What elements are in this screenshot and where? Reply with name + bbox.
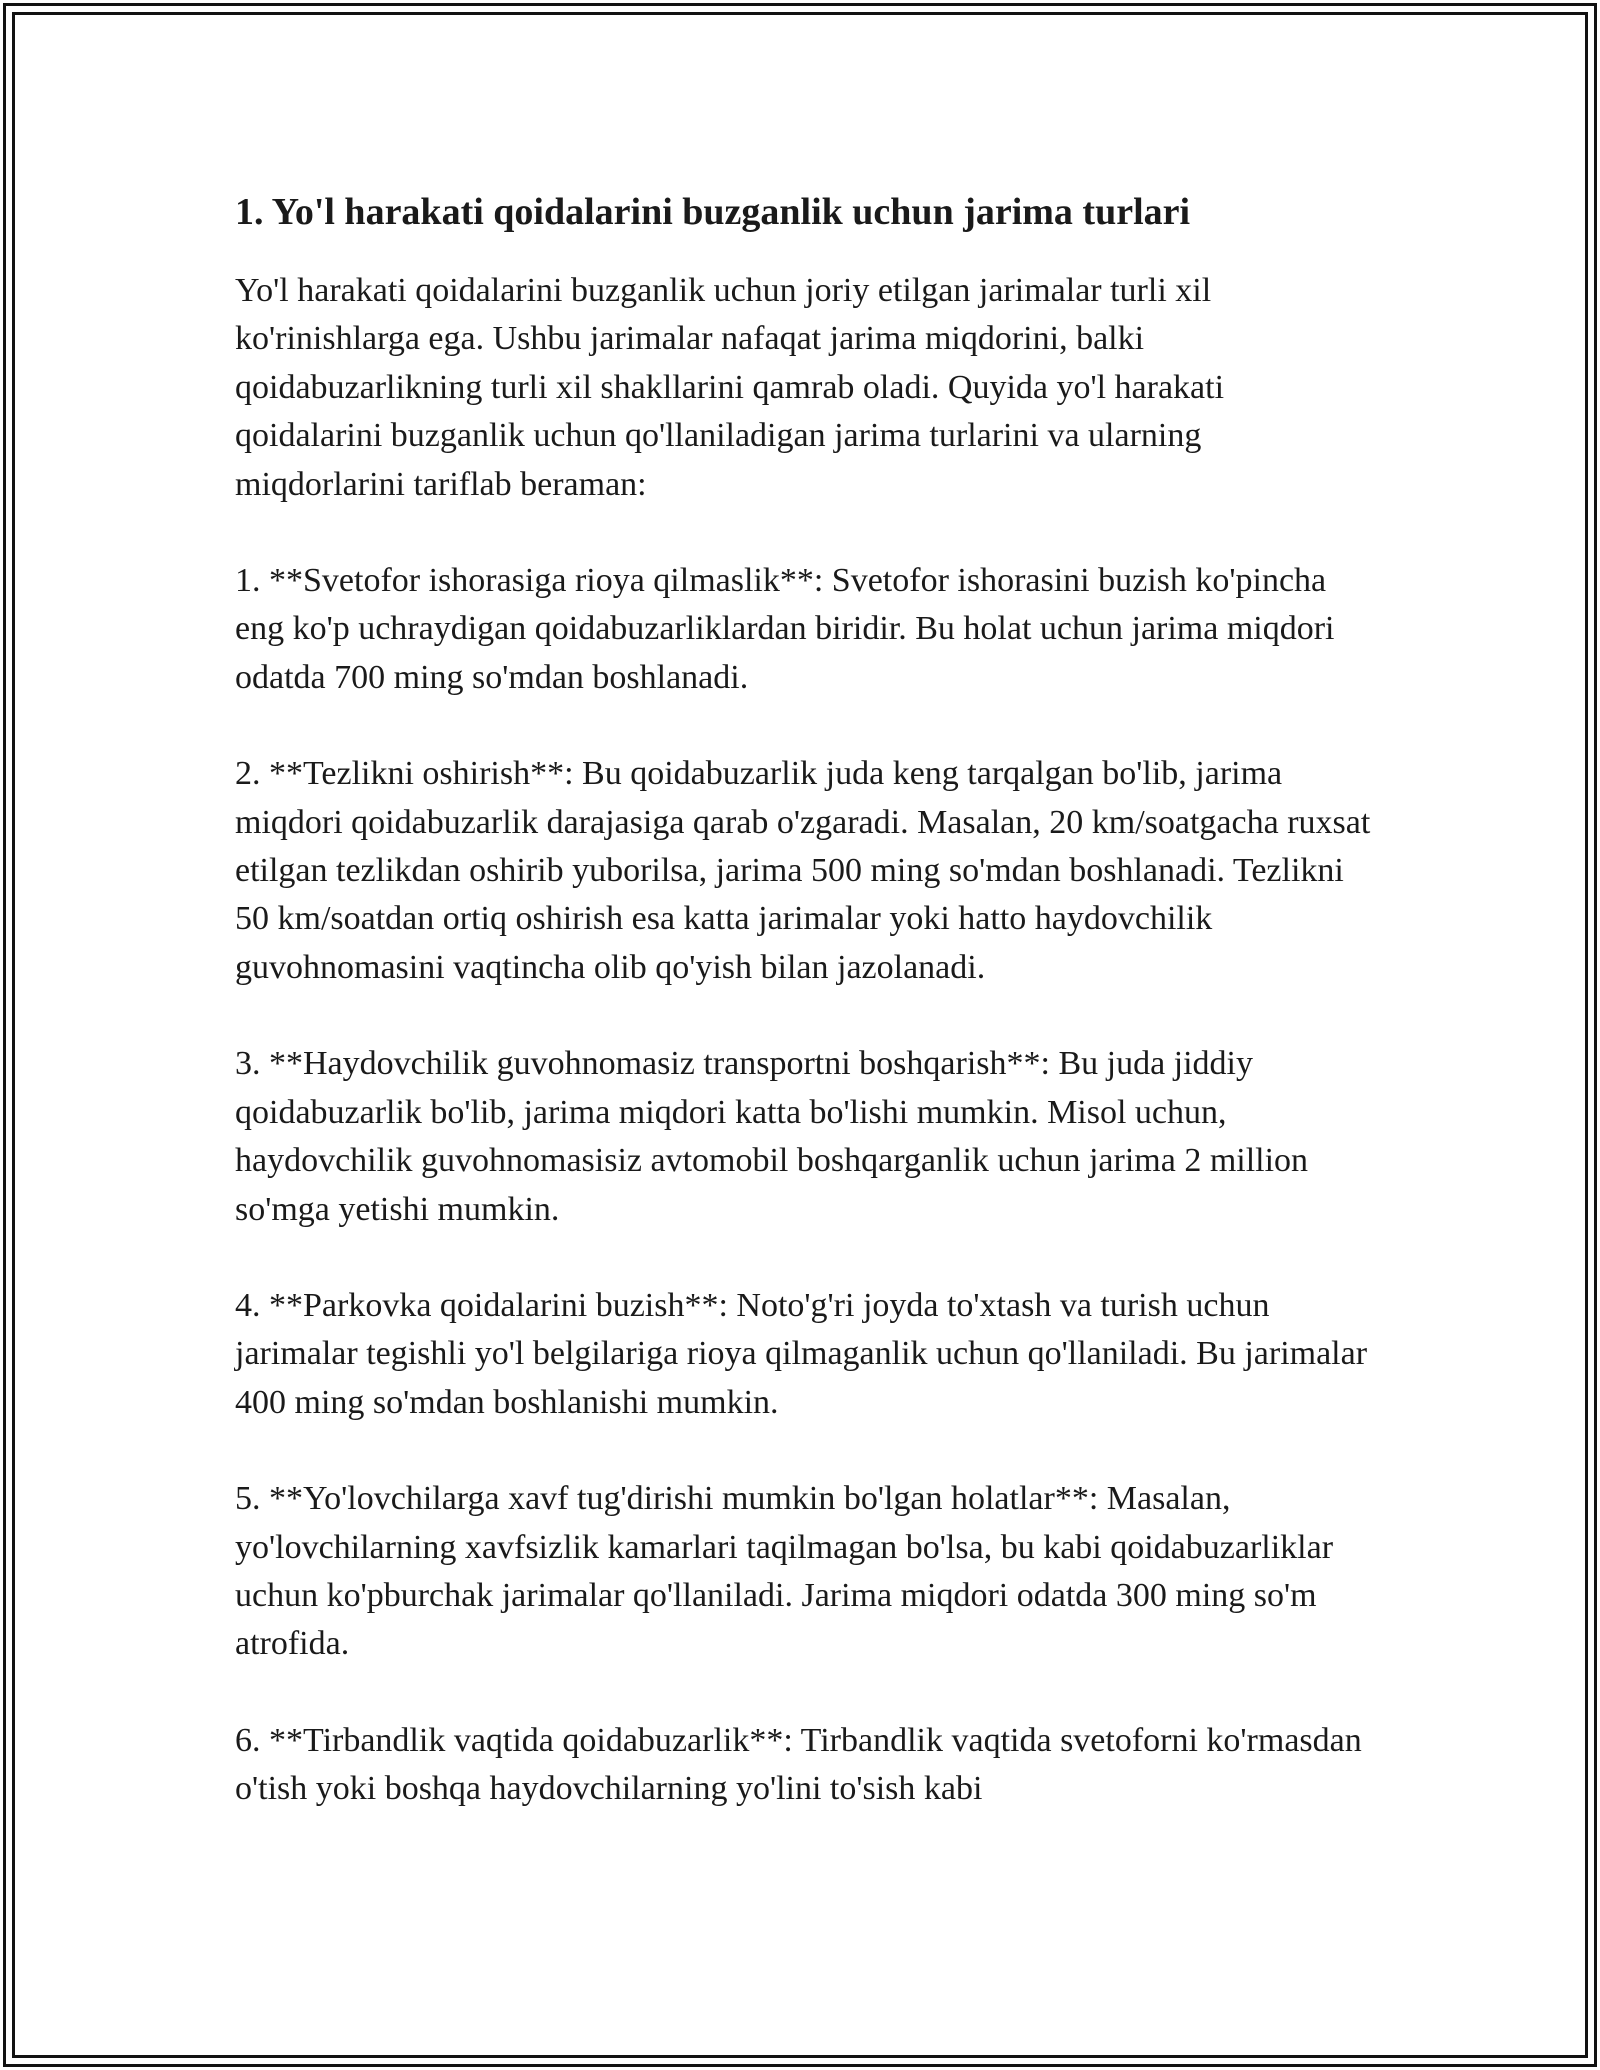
item-parking-paragraph: 4. **Parkovka qoidalarini buzish**: Noto'g'ri joyda to'xtash va turish uchun jarimalar tegishli yo'l belgilariga rioya qilmaganlik uchun qo'llaniladi. Bu jarimalar 400 ming so'mdan boshlanishi mumkin. (235, 1286, 1368, 1421)
item-traffic-light-paragraph: 1. **Svetofor ishorasiga rioya qilmaslik**: Svetofor ishorasini buzish ko'pincha eng ko'p uchraydigan qoidabuzarliklardan biridir. Bu holat uchun jarima miqdori odatda 700 ming so'mdan boshlanadi. (235, 562, 1335, 696)
document-body (235, 183, 1375, 1862)
item-traffic-jam-paragraph: 6. **Tirbandlik vaqtida qoidabuzarlik**: Tirbandlik vaqtida svetoforni ko'rmasdan o'tish yoki boshqa haydovchilarning yo'lini to'sish kabi (235, 1721, 1362, 1808)
item-passenger-danger-paragraph: 5. **Yo'lovchilarga xavf tug'dirishi mumkin bo'lgan holatlar**: Masalan, yo'lovchilarning xavfsizlik kamarlari taqilmagan bo'lsa, bu kabi qoidabuzarliklar uchun ko'pburchak jarimalar qo'llaniladi. Jarima miqdori odatda 300 ming so'm atrofida. (235, 1480, 1334, 1663)
section-heading: 1. Yo'l harakati qoidalarini buzganlik uchun jarima turlari (235, 191, 1191, 233)
intro-paragraph: Yo'l harakati qoidalarini buzganlik uchun joriy etilgan jarimalar turli xil ko'rinishlarga ega. Ushbu jarimalar nafaqat jarima miqdorini, balki qoidabuzarlikning turli xil shakllarini qamrab oladi. Quyida yo'l harakati qoidalarini buzganlik uchun qo'llaniladigan jarima turlarini va ularning miqdorlarini tariflab beraman: (235, 272, 1225, 503)
item-no-license-paragraph: 3. **Haydovchilik guvohnomasiz transportni boshqarish**: Bu juda jiddiy qoidabuzarlik bo'lib, jarima miqdori katta bo'lishi mumkin. Misol uchun, haydovchilik guvohnomasisiz avtomobil boshqarganlik uchun jarima 2 million so'mga yetishi mumkin. (235, 1045, 1309, 1228)
item-speeding-paragraph: 2. **Tezlikni oshirish**: Bu qoidabuzarlik juda keng tarqalgan bo'lib, jarima miqdori qoidabuzarlik darajasiga qarab o'zgaradi. Masalan, 20 km/soatgacha ruxsat etilgan tezlikdan oshirib yuborilsa, jarima 500 ming so'mdan boshlanadi. Tezlikni 50 km/soatdan ortiq oshirish esa katta jarimalar yoki hatto haydovchilik guvohnomasini vaqtincha olib qo'yish bilan jazolanadi. (235, 755, 1371, 986)
